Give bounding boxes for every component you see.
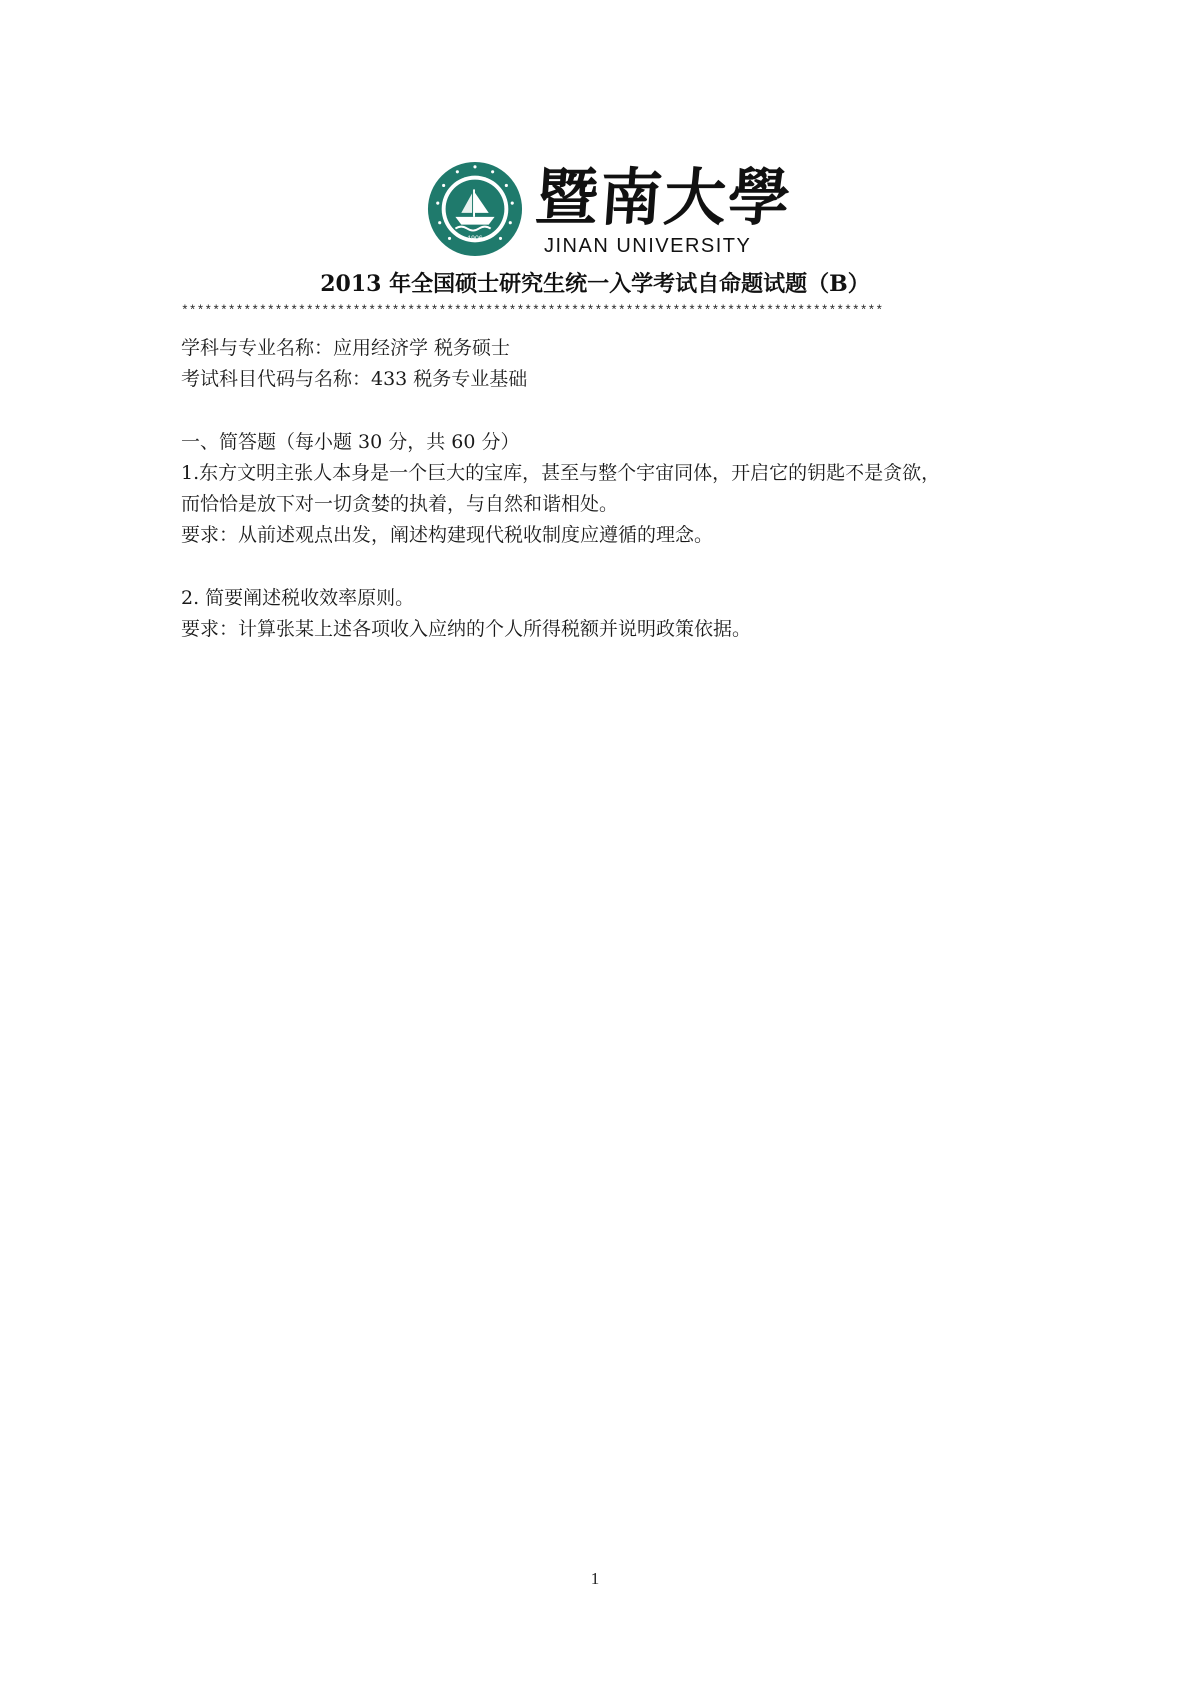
logo-english-name: JINAN UNIVERSITY bbox=[544, 235, 752, 257]
star-divider: ****************************************************************************************** bbox=[181, 303, 884, 318]
subject-line: 考试科目代码与名称：433 税务专业基础 bbox=[181, 368, 528, 390]
question-2-requirement: 要求：计算张某上述各项收入应纳的个人所得税额并说明政策依据。 bbox=[181, 618, 752, 640]
question-1-text-continued: 而恰恰是放下对一切贪婪的执着，与自然和谐相处。 bbox=[181, 493, 619, 515]
question-1-requirement: 要求：从前述观点出发，阐述构建现代税收制度应遵循的理念。 bbox=[181, 524, 714, 546]
exam-title: 2013 年全国硕士研究生统一入学考试自命题试题（B） bbox=[320, 271, 870, 297]
logo-chinese-name: 暨南大學 bbox=[533, 161, 795, 234]
jinan-university-seal-icon bbox=[426, 160, 524, 258]
major-line: 学科与专业名称：应用经济学 税务硕士 bbox=[181, 337, 511, 359]
page-number: 1 bbox=[590, 1569, 600, 1588]
university-logo bbox=[426, 160, 795, 260]
question-2-text: 2. 简要阐述税收效率原则。 bbox=[181, 587, 415, 609]
section-heading: 一、简答题（每小题 30 分，共 60 分） bbox=[181, 431, 520, 453]
question-1-text: 1.东方文明主张人本身是一个巨大的宝库，甚至与整个宇宙同体，开启它的钥匙不是贪欲， bbox=[181, 462, 941, 484]
seal-year: 1906 bbox=[467, 235, 483, 243]
